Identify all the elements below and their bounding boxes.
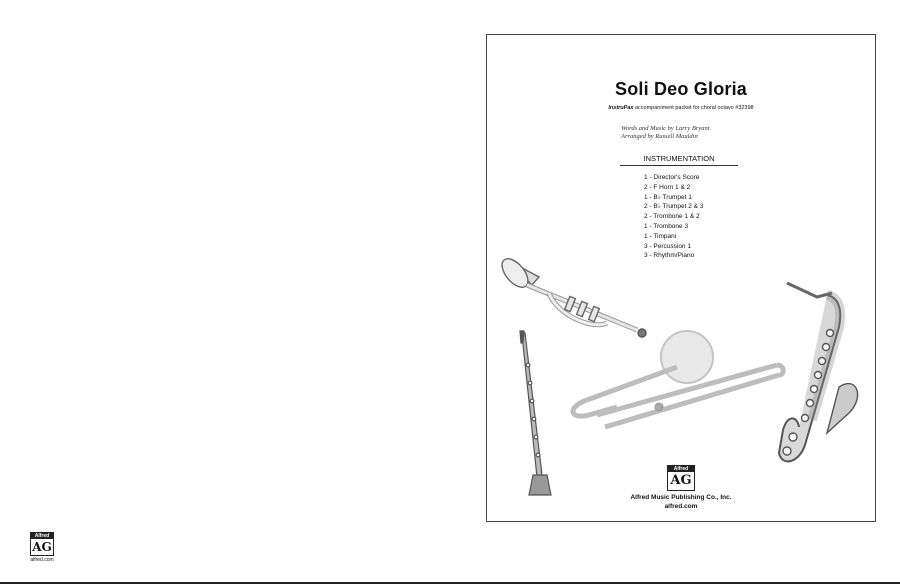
logo-glyph: AG xyxy=(32,540,52,554)
instrument-item: 3 - Percussion 1 xyxy=(644,242,691,250)
side-logo-url: alfred.com xyxy=(30,557,54,563)
subtitle-brand: InstruPax xyxy=(608,105,634,111)
bottom-rule xyxy=(0,582,900,584)
publisher-name: Alfred Music Publishing Co., Inc. xyxy=(630,494,732,501)
alfred-logo-icon xyxy=(30,532,54,556)
credit-arranger: Arranged by Russell Mauldin xyxy=(621,133,698,140)
trumpet-icon xyxy=(497,254,646,337)
subtitle-text: accompaniment packet for choral octavo #32398 xyxy=(633,105,754,111)
cover-page xyxy=(486,34,876,522)
instrument-illustrations xyxy=(487,35,875,521)
clarinet-icon xyxy=(520,331,551,495)
credit-words-music: Words and Music by Larry Bryant xyxy=(621,125,710,132)
instrumentation-heading: INSTRUMENTATION xyxy=(620,154,738,166)
saxophone-icon xyxy=(779,283,858,461)
publisher-logo-icon xyxy=(667,465,695,491)
instrument-item: 3 - Rhythm/Piano xyxy=(644,252,695,260)
trombone-icon xyxy=(573,331,783,427)
publisher-logo-label: Alfred xyxy=(668,466,694,472)
side-alfred-logo xyxy=(30,532,54,563)
publisher-logo-glyph: AG xyxy=(670,473,692,488)
page-title: Soli Deo Gloria xyxy=(614,79,748,99)
instrument-item: 2 - B♭ Trumpet 2 & 3 xyxy=(644,203,704,211)
logo-label: Alfred xyxy=(31,533,53,539)
instrument-item: 1 - Timpani xyxy=(644,232,677,240)
publisher-url: alfred.com xyxy=(664,503,698,510)
instrument-item: 1 - Director's Score xyxy=(644,174,700,181)
instrument-item: 2 - Trombone 1 & 2 xyxy=(644,213,700,221)
instrument-item: 2 - F Horn 1 & 2 xyxy=(644,183,691,191)
instrument-item: 1 - Trombone 3 xyxy=(644,222,689,230)
instrument-item: 1 - B♭ Trumpet 1 xyxy=(644,193,692,201)
